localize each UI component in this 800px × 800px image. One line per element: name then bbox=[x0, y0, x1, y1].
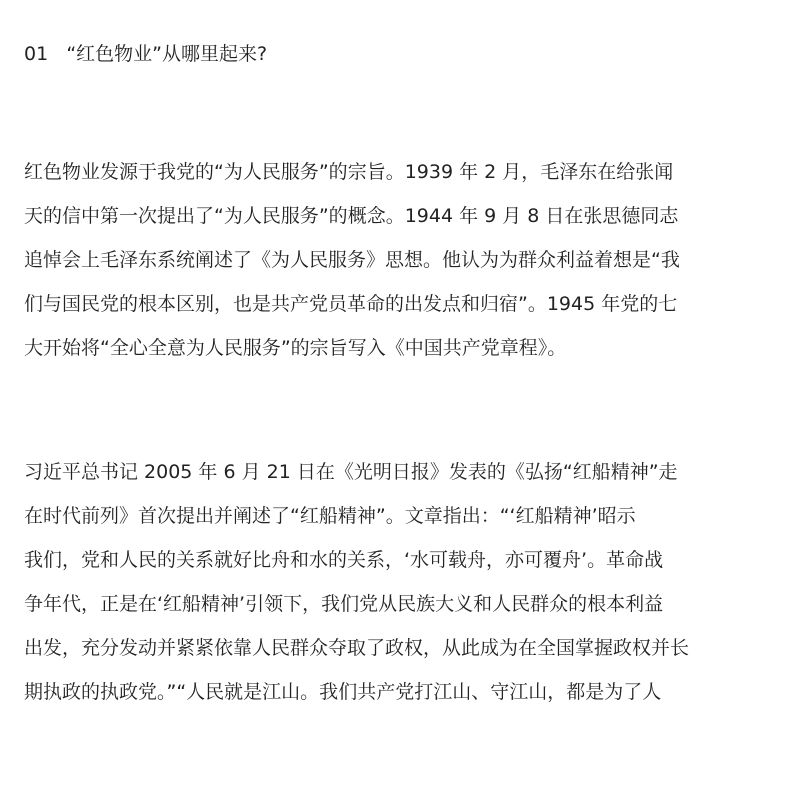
paragraph-line: 出发，充分发动并紧紧依靠人民群众夺取了政权，从此成为在全国掌握政权并长 bbox=[24, 637, 690, 659]
paragraph-origin bbox=[24, 150, 780, 370]
paragraph-line: 习近平总书记 2005 年 6 月 21 日在《光明日报》发表的《弘扬“红船精神”走 bbox=[24, 461, 678, 483]
document-body bbox=[24, 32, 780, 714]
paragraph-line: 们与国民党的根本区别，也是共产党员革命的出发点和归宿”。1945 年党的七 bbox=[24, 293, 678, 315]
paragraph-line: 期执政的执政党。”“人民就是江山。我们共产党打江山、守江山，都是为了人 bbox=[24, 681, 662, 703]
section-heading bbox=[24, 32, 780, 76]
paragraph-line: 争年代，正是在‘红船精神’引领下，我们党从民族大义和人民群众的根本利益 bbox=[24, 593, 664, 615]
paragraph-line: 天的信中第一次提出了“为人民服务”的概念。1944 年 9 月 8 日在张思德同志 bbox=[24, 205, 679, 227]
paragraph-line: 我们，党和人民的关系就好比舟和水的关系，‘水可载舟，亦可覆舟’。革命战 bbox=[24, 549, 664, 571]
section-number: 01 bbox=[24, 43, 49, 65]
paragraph-line: 大开始将“全心全意为人民服务”的宗旨写入《中国共产党章程》。 bbox=[24, 337, 567, 359]
paragraph-spacer bbox=[24, 76, 780, 150]
paragraph-line: 在时代前列》首次提出并阐述了“红船精神”。文章指出：“‘红船精神’昭示 bbox=[24, 505, 636, 527]
paragraph-spacer bbox=[24, 370, 780, 450]
paragraph-line: 红色物业发源于我党的“为人民服务”的宗旨。1939 年 2 月，毛泽东在给张闻 bbox=[24, 161, 674, 183]
paragraph-red-boat-spirit bbox=[24, 450, 780, 714]
paragraph-line: 追悼会上毛泽东系统阐述了《为人民服务》思想。他认为为群众利益着想是“我 bbox=[24, 249, 680, 271]
section-title: “红色物业”从哪里起来? bbox=[66, 43, 268, 65]
